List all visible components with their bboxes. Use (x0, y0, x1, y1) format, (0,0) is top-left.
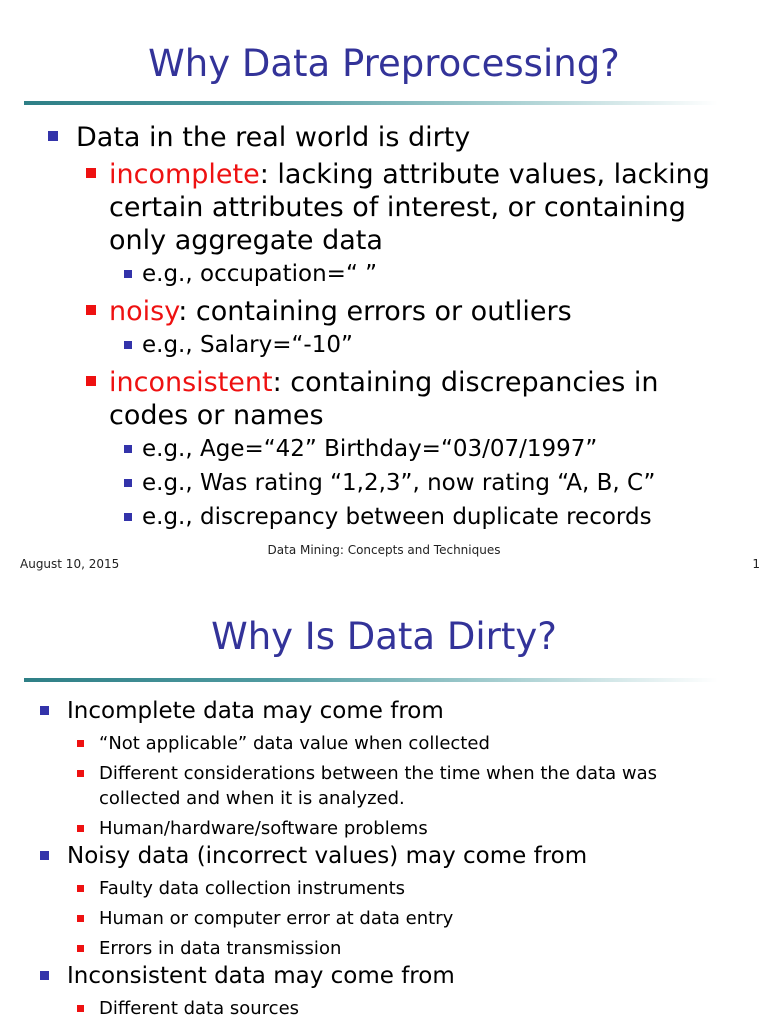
square-bullet-icon (77, 740, 84, 747)
footer-date: August 10, 2015 (20, 557, 120, 571)
list-item (0, 366, 768, 432)
square-bullet-icon (124, 341, 132, 349)
square-bullet-icon (77, 1005, 84, 1012)
item-text: Different considerations between the time when the data was collected and when it is analyzed. (99, 763, 658, 809)
item-text: e.g., Was rating “1,2,3”, now rating “A, B, C” (142, 470, 656, 496)
item-text: e.g., discrepancy between duplicate records (142, 504, 652, 530)
square-bullet-icon (40, 851, 49, 860)
list-item (0, 816, 768, 841)
square-bullet-icon (124, 479, 132, 487)
square-bullet-icon (124, 513, 132, 521)
item-keyword: noisy (109, 296, 179, 327)
list-item (0, 121, 768, 154)
item-text: Human/hardware/software problems (99, 818, 428, 839)
item-text: e.g., Age=“42” Birthday=“03/07/1997” (142, 436, 598, 462)
title-divider (24, 678, 718, 682)
item-keyword: inconsistent (109, 367, 273, 398)
title-divider (24, 101, 718, 105)
item-text: Data in the real world is dirty (76, 122, 471, 153)
list-item (0, 466, 768, 500)
list-item (0, 961, 768, 991)
list-item (0, 761, 768, 811)
slide-why-is-data-dirty (0, 580, 768, 1024)
page-number: 1 (752, 557, 760, 571)
list-item (0, 731, 768, 756)
item-text: Faulty data collection instruments (99, 878, 406, 899)
list-item (0, 996, 768, 1021)
item-text: Errors in data transmission (99, 938, 342, 959)
item-text: : containing discrepancies in codes or names (109, 367, 659, 431)
item-text: Inconsistent data may come from (67, 963, 455, 989)
slide-title: Why Is Data Dirty? (211, 615, 557, 658)
list-item (0, 876, 768, 901)
square-bullet-icon (124, 445, 132, 453)
square-bullet-icon (77, 915, 84, 922)
square-bullet-icon (124, 270, 132, 278)
item-text: e.g., Salary=“-10” (142, 332, 353, 358)
square-bullet-icon (40, 971, 49, 980)
item-text: : containing errors or outliers (178, 296, 572, 327)
list-item (0, 295, 768, 328)
square-bullet-icon (77, 945, 84, 952)
footer-course-title: Data Mining: Concepts and Techniques (267, 543, 501, 557)
item-text: e.g., occupation=“ ” (142, 261, 378, 287)
list-item (0, 906, 768, 931)
square-bullet-icon (77, 825, 84, 832)
item-text: “Not applicable” data value when collected (99, 733, 490, 754)
list-item (0, 696, 768, 726)
list-item (0, 257, 768, 291)
list-item (0, 500, 768, 534)
slide-title: Why Data Preprocessing? (148, 42, 620, 85)
square-bullet-icon (40, 706, 49, 715)
square-bullet-icon (77, 885, 84, 892)
item-text: Noisy data (incorrect values) may come from (67, 843, 588, 869)
item-text: : lacking attribute values, lacking certain attributes of interest, or containing only aggregate data (109, 159, 710, 256)
list-item (0, 328, 768, 362)
item-keyword: incomplete (109, 159, 260, 190)
square-bullet-icon (48, 131, 58, 141)
list-item (0, 158, 768, 257)
square-bullet-icon (86, 305, 96, 315)
item-text: Human or computer error at data entry (99, 908, 454, 929)
list-item (0, 432, 768, 466)
item-text: Different data sources (99, 998, 300, 1019)
list-item (0, 936, 768, 961)
list-item (0, 841, 768, 871)
item-text: Incomplete data may come from (67, 698, 444, 724)
square-bullet-icon (86, 376, 96, 386)
square-bullet-icon (77, 770, 84, 777)
square-bullet-icon (86, 168, 96, 178)
bullet-list (0, 121, 768, 534)
bullet-list (0, 696, 768, 1021)
